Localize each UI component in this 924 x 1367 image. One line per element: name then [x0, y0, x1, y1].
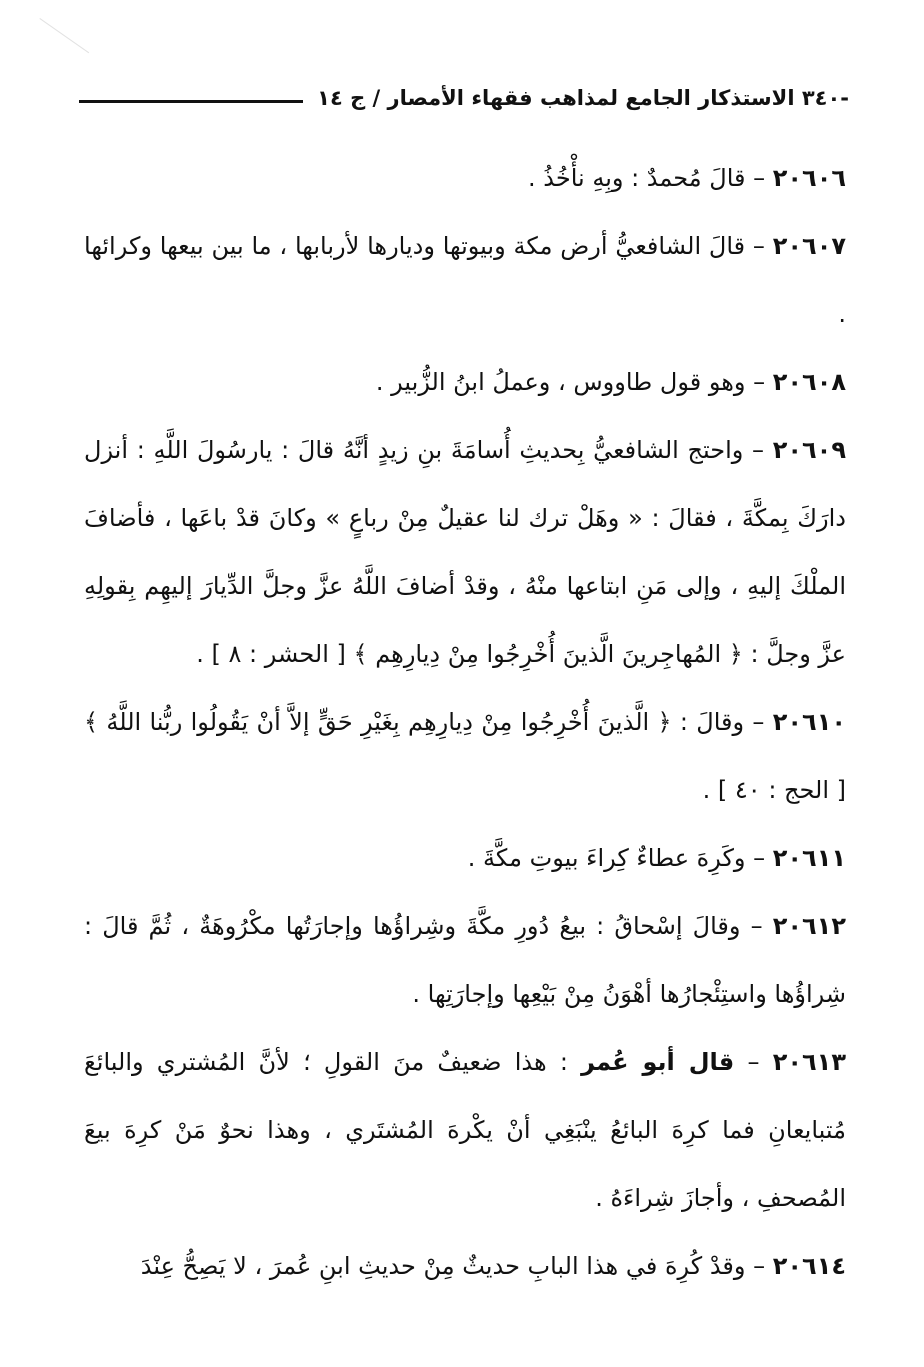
paragraph-text: – وكَرِهَ عطاءٌ كِراءَ بيوتِ مكَّةَ . — [467, 844, 766, 872]
paragraph-number: ٢٠٦١٢ — [772, 912, 846, 940]
paragraph-text: – وقالَ : ﴿ الَّذينَ أُخْرِجُوا مِنْ دِيارِهِم بِغَيْرِ حَقٍّ إلاَّ أنْ يَقُولُوا ربُّنا اللَّهُ ﴾ [ الحج : ٤٠ ] . — [84, 708, 846, 804]
paragraph-number: ٢٠٦١١ — [772, 844, 846, 872]
paragraph-20609 — [84, 416, 846, 688]
paragraph-20608 — [84, 348, 846, 416]
paragraph-number: ٢٠٦٠٩ — [772, 436, 846, 464]
paragraph-number: ٢٠٦٠٨ — [772, 368, 846, 396]
paragraph-text: – وقالَ إسْحاقُ : بيعُ دُورِ مكَّةَ وشِراؤُها وإجارَتُها مكْرُوهَةٌ ، ثُمَّ قالَ : شِراؤُها واستِئْجارُها أهْوَنُ مِنْ بَيْعِها وإجارَتِها . — [84, 912, 846, 1008]
paragraph-speaker: قال أبو عُمر — [581, 1048, 735, 1076]
page-body — [84, 144, 846, 1300]
paragraph-text: – قالَ الشافعيُّ أرض مكة وبيوتها وديارها لأربابها ، ما بين بيعها وكرائها . — [84, 232, 846, 328]
paragraph-20607 — [84, 212, 846, 348]
running-title: -٣٤٠ الاستذكار الجامع لمذاهب فقهاء الأمصار / ج ١٤ — [317, 86, 849, 110]
paragraph-20612 — [84, 892, 846, 1028]
paragraph-number: ٢٠٦١٤ — [772, 1252, 846, 1280]
paragraph-text: – قالَ مُحمدٌ : وبِهِ نأْخُذُ . — [528, 164, 766, 192]
paragraph-text: – واحتج الشافعيُّ بِحديثِ أُسامَةَ بنِ زيدٍ أنَّهُ قالَ : يارسُولَ اللَّهِ : أنزل دارَكَ بِمكَّةَ ، فقالَ : « وهَلْ ترك لنا عقيلٌ مِنْ رباعٍ » وكانَ قدْ باعَها ، فأضافَ الملْكَ إليهِ ، وإلى مَنِ ابتاعها منْهُ ، وقدْ أضافَ اللَّهُ عزَّ وجلَّ الدِّيارَ إليهِم بِقولِهِ عزَّ وجلَّ : ﴿ المُهاجِرينَ الَّذينَ أُخْرِجُوا مِنْ دِيارِهِم ﴾ [ الحشر : ٨ ] . — [84, 436, 846, 668]
paragraph-number: ٢٠٦١٠ — [772, 708, 846, 736]
paragraph-20614 — [84, 1232, 846, 1300]
paragraph-number: ٢٠٦٠٧ — [772, 232, 846, 260]
page-header — [79, 78, 849, 118]
paragraph-20613 — [84, 1028, 846, 1232]
paragraph-text: : هذا ضعيفٌ منَ القولِ ؛ لأنَّ المُشتري والبائعَ مُتبايعانِ فما كرِهَ البائعُ ينْبَغِي أنْ يكْرهَ المُشتَري ، وهذا نحوٌ مَنْ كرِهَ بيعَ المُصحفِ ، وأجازَ شِراءَهُ . — [84, 1048, 846, 1212]
header-rule — [79, 100, 303, 103]
paragraph-20611 — [84, 824, 846, 892]
paragraph-number: ٢٠٦١٣ — [772, 1048, 846, 1076]
paragraph-dash: – — [747, 1048, 760, 1076]
paragraph-20610 — [84, 688, 846, 824]
paragraph-number: ٢٠٦٠٦ — [772, 164, 846, 192]
paragraph-20606 — [84, 144, 846, 212]
paragraph-text: – وقدْ كُرِهَ في هذا البابِ حديثٌ مِنْ حديثِ ابنِ عُمرَ ، لا يَصِحُّ عِنْدَ — [140, 1252, 766, 1280]
scan-mark — [16, 18, 89, 86]
paragraph-text: – وهو قول طاووس ، وعملُ ابنُ الزُّبير . — [375, 368, 766, 396]
